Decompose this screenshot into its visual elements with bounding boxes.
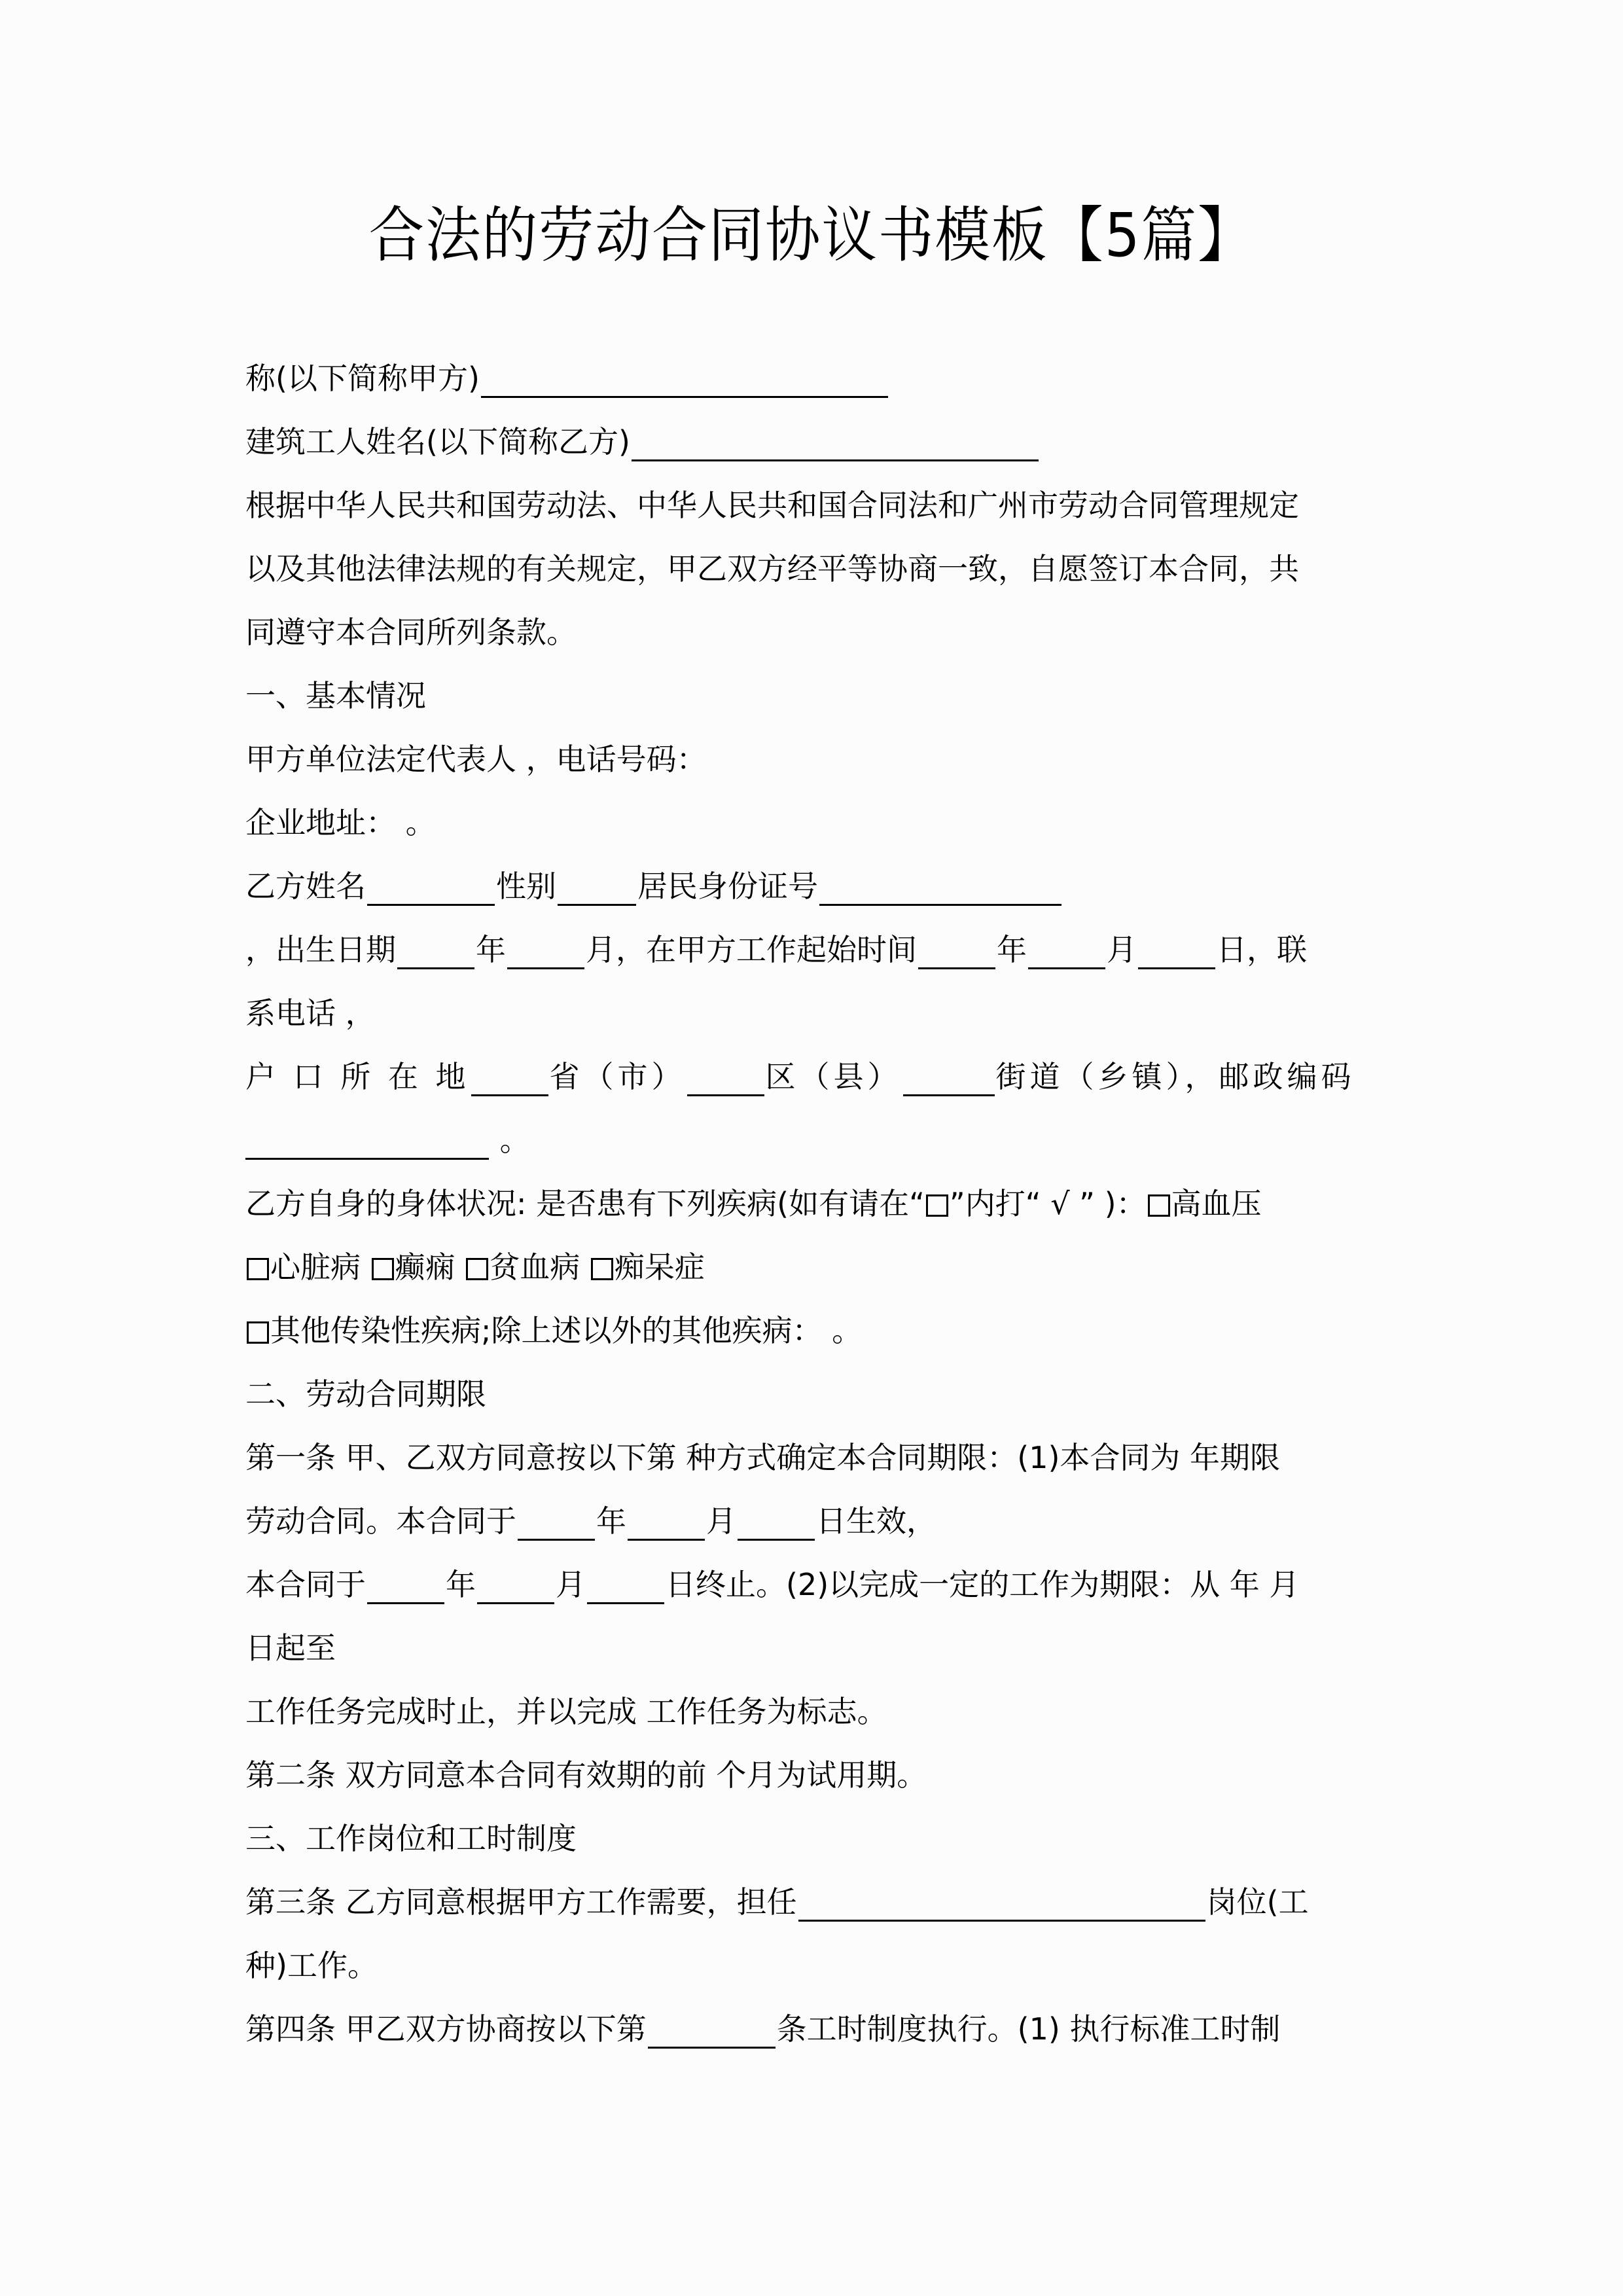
birth-year-blank[interactable]	[397, 939, 474, 969]
province-blank[interactable]	[471, 1066, 548, 1096]
checkbox-infectious-disease[interactable]	[247, 1321, 269, 1344]
district-blank[interactable]	[687, 1066, 764, 1096]
working-hours-label: 第四条 甲乙双方协商按以下第	[245, 2011, 647, 2047]
month-label: 月	[556, 1567, 586, 1602]
year-label: 年	[596, 1503, 626, 1539]
name-label: 乙方姓名	[245, 869, 366, 904]
article-2-line: 第二条 双方同意本合同有效期的前 个月为试用期。	[245, 1757, 927, 1793]
start-date-label: 月，在甲方工作起始时间	[586, 932, 917, 967]
id-number-label: 居民身份证号	[637, 869, 818, 904]
party-b-line	[245, 422, 1378, 461]
postcode-line	[245, 1121, 1378, 1160]
party-b-info-line	[245, 867, 1378, 906]
section-2-heading: 二、劳动合同期限	[245, 1376, 486, 1412]
article-1-line-1: 第一条 甲、乙双方同意按以下第 种方式确定本合同期限：(1)本合同为 年期限	[245, 1440, 1281, 1475]
effective-year-blank[interactable]	[518, 1510, 595, 1541]
birth-month-blank[interactable]	[507, 939, 584, 969]
household-label: 户 口 所 在 地	[245, 1059, 470, 1094]
effective-label: 劳动合同。本合同于	[245, 1503, 516, 1539]
birth-date-label: ，出生日期	[245, 932, 396, 967]
epilepsy-label: 癫痫	[395, 1249, 465, 1285]
preamble-line-2: 以及其他法律法规的有关规定，甲乙双方经平等协商一致，自愿签订本合同，共	[245, 551, 1299, 586]
termination-day-blank[interactable]	[587, 1573, 664, 1604]
checkbox-epilepsy[interactable]	[372, 1258, 394, 1280]
year-label: 年	[997, 932, 1027, 967]
preamble-line-3: 同遵守本合同所列条款。	[245, 615, 577, 650]
postcode-end: 。	[490, 1122, 530, 1158]
name-blank[interactable]	[367, 875, 495, 906]
company-address-line: 企业地址： 。	[245, 805, 436, 840]
party-a-blank[interactable]	[481, 367, 888, 398]
article-1-line-3	[245, 1565, 1378, 1604]
section-3-heading: 三、工作岗位和工时制度	[245, 1821, 577, 1856]
gender-label: 性别	[496, 869, 556, 904]
legal-rep-line: 甲方单位法定代表人 ，电话号码：	[245, 742, 707, 777]
working-hours-blank[interactable]	[648, 2018, 776, 2049]
article-1-line-2	[245, 1501, 1378, 1541]
termination-end-label: 日终止。(2)以完成一定的工作为期限：从 年 月	[666, 1567, 1300, 1602]
checkbox-heart-disease[interactable]	[247, 1258, 269, 1280]
other-diseases-line	[245, 1311, 1378, 1350]
year-label: 年	[476, 932, 506, 967]
contact-phone-line: 系电话 ，	[245, 996, 376, 1031]
position-label: 第三条 乙方同意根据甲方工作需要，担任	[245, 1884, 797, 1920]
birth-date-line	[245, 930, 1378, 969]
termination-month-blank[interactable]	[477, 1573, 554, 1604]
article-4-line-1	[245, 2009, 1378, 2049]
gender-blank[interactable]	[558, 875, 636, 906]
termination-label: 本合同于	[245, 1567, 366, 1602]
year-label: 年	[446, 1567, 476, 1602]
heart-disease-label: 心脏病	[270, 1249, 370, 1285]
diseases-line	[245, 1247, 1378, 1287]
effective-end-label: 日生效，	[816, 1503, 936, 1539]
checkbox-anemia[interactable]	[466, 1258, 488, 1280]
month-label: 月	[1107, 932, 1137, 967]
month-label: 月	[706, 1503, 736, 1539]
article-1-line-5: 工作任务完成时止，并以完成 工作任务为标志。	[245, 1694, 887, 1729]
position-end-label: 岗位(工	[1206, 1884, 1309, 1920]
party-b-blank[interactable]	[632, 431, 1039, 461]
termination-year-blank[interactable]	[367, 1573, 444, 1604]
article-1-line-4: 日起至	[245, 1630, 336, 1666]
start-day-blank[interactable]	[1138, 939, 1215, 969]
anemia-label: 贫血病	[490, 1249, 590, 1285]
start-year-blank[interactable]	[918, 939, 995, 969]
start-month-blank[interactable]	[1028, 939, 1105, 969]
position-blank[interactable]	[798, 1891, 1205, 1922]
party-b-label: 建筑工人姓名(以下简称乙方)	[245, 424, 630, 459]
article-3-line-2: 种)工作。	[245, 1948, 378, 1983]
household-registration-line	[245, 1057, 1378, 1096]
checkbox-dementia[interactable]	[591, 1258, 613, 1280]
document-title: 合法的劳动合同协议书模板【5篇】	[368, 200, 1255, 270]
other-diseases-label: 其他传染性疾病;除上述以外的其他疾病： 。	[270, 1313, 863, 1348]
checkbox-hypertension[interactable]	[1148, 1194, 1170, 1217]
preamble-line-1: 根据中华人民共和国劳动法、中华人民共和国合同法和广州市劳动合同管理规定	[245, 488, 1299, 523]
id-number-blank[interactable]	[819, 875, 1061, 906]
checkbox-example-icon	[926, 1194, 948, 1217]
health-question: 乙方自身的身体状况: 是否患有下列疾病(如有请在“	[245, 1186, 925, 1221]
street-postcode-label: 街道（乡镇），邮政编码	[995, 1059, 1355, 1094]
working-hours-end-label: 条工时制度执行。(1) 执行标准工时制	[776, 2011, 1281, 2047]
health-status-line	[245, 1184, 1378, 1223]
party-a-line	[245, 359, 1378, 398]
street-blank[interactable]	[903, 1066, 995, 1096]
hypertension-label: 高血压	[1171, 1186, 1262, 1221]
effective-month-blank[interactable]	[628, 1510, 705, 1541]
section-1-heading: 一、基本情况	[245, 678, 426, 713]
health-instruction: ”内打“ √ ” )：	[949, 1186, 1147, 1221]
postcode-blank[interactable]	[245, 1129, 489, 1160]
party-a-label: 称(以下简称甲方)	[245, 361, 480, 396]
effective-day-blank[interactable]	[738, 1510, 815, 1541]
province-label: 省（市）	[549, 1059, 686, 1094]
district-label: 区（县）	[765, 1059, 902, 1094]
article-3-line-1	[245, 1882, 1378, 1922]
day-contact-label: 日，联	[1217, 932, 1307, 967]
dementia-label: 痴呆症	[614, 1249, 705, 1285]
